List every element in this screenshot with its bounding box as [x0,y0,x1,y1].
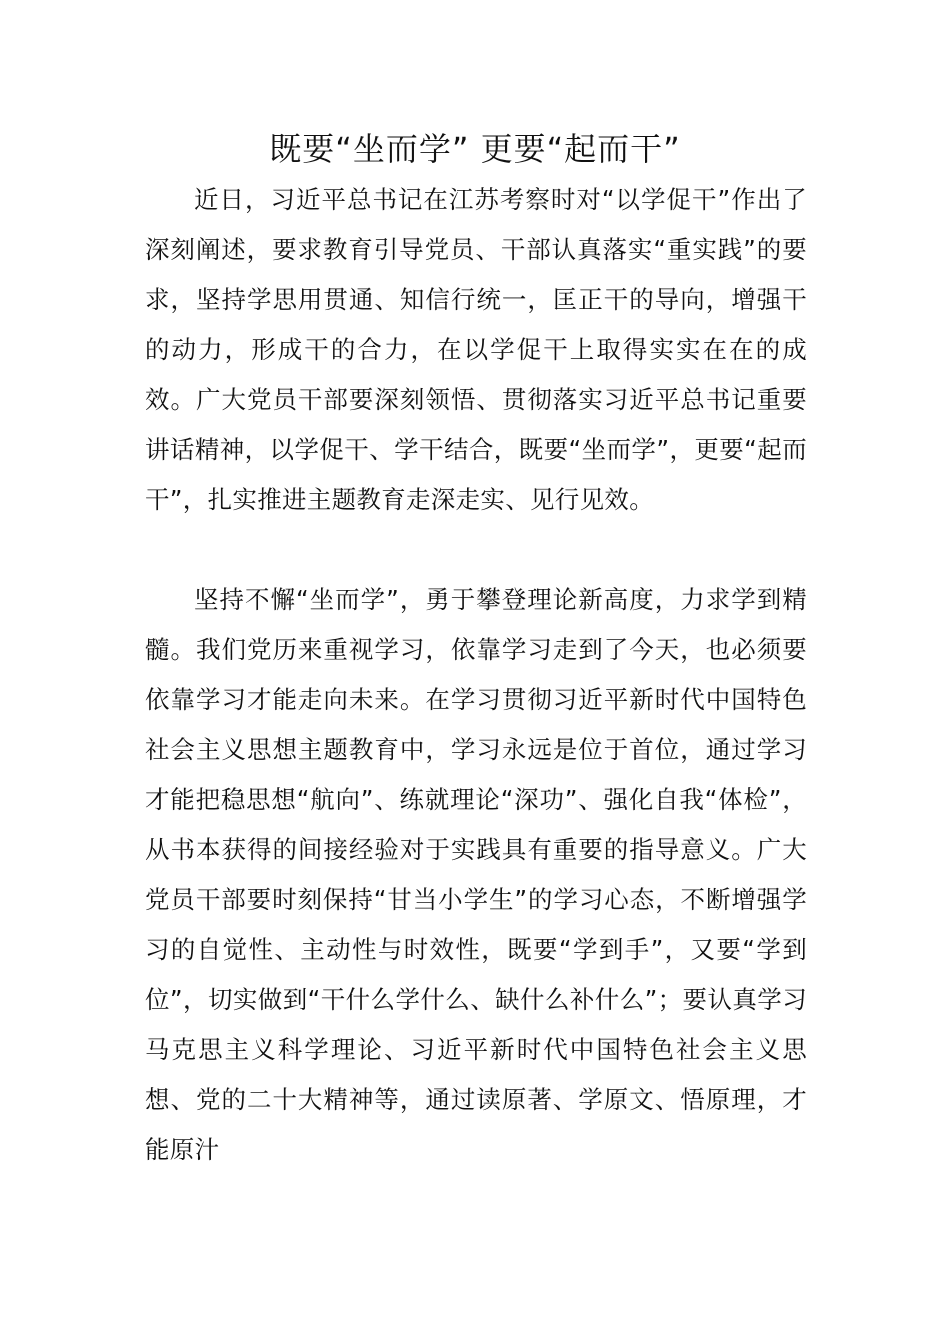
document-title: 既要“坐而学” 更要“起而干” [269,130,681,168]
paragraph-study: 坚持不懈“坐而学”，勇于攀登理论新高度，力求学到精髓。我们党历来重视学习，依靠学习走到了今天，也必须要依靠学习才能走向未来。在学习贯彻习近平新时代中国特色社会主义思想主题教育中，学习永远是位于首位，通过学习才能把稳思想“航向”、练就理论“深功”、强化自我“体检”，从书本获得的间接经验对于实践具有重要的指导意义。广大党员干部要时刻保持“甘当小学生”的学习心态，不断增强学习的自觉性、主动性与时效性，既要“学到手”，又要“学到位”，切实做到“干什么学什么、缺什么补什么”；要认真学习马克思主义科学理论、习近平新时代中国特色社会主义思想、党的二十大精神等，通过读原著、学原文、悟原理，才能原汁 [145,585,807,1164]
paragraph-intro: 近日，习近平总书记在江苏考察时对“以学促干”作出了深刻阐述，要求教育引导党员、干部认真落实“重实践”的要求，坚持学思用贯通、知信行统一，匡正干的导向，增强干的动力，形成干的合力，在以学促干上取得实实在在的成效。广大党员干部要深刻领悟、贯彻落实习近平总书记重要讲话精神，以学促干、学干结合，既要“坐而学”，更要“起而干”，扎实推进主题教育走深走实、见行见效。 [145,185,807,514]
document-body [145,175,807,1175]
